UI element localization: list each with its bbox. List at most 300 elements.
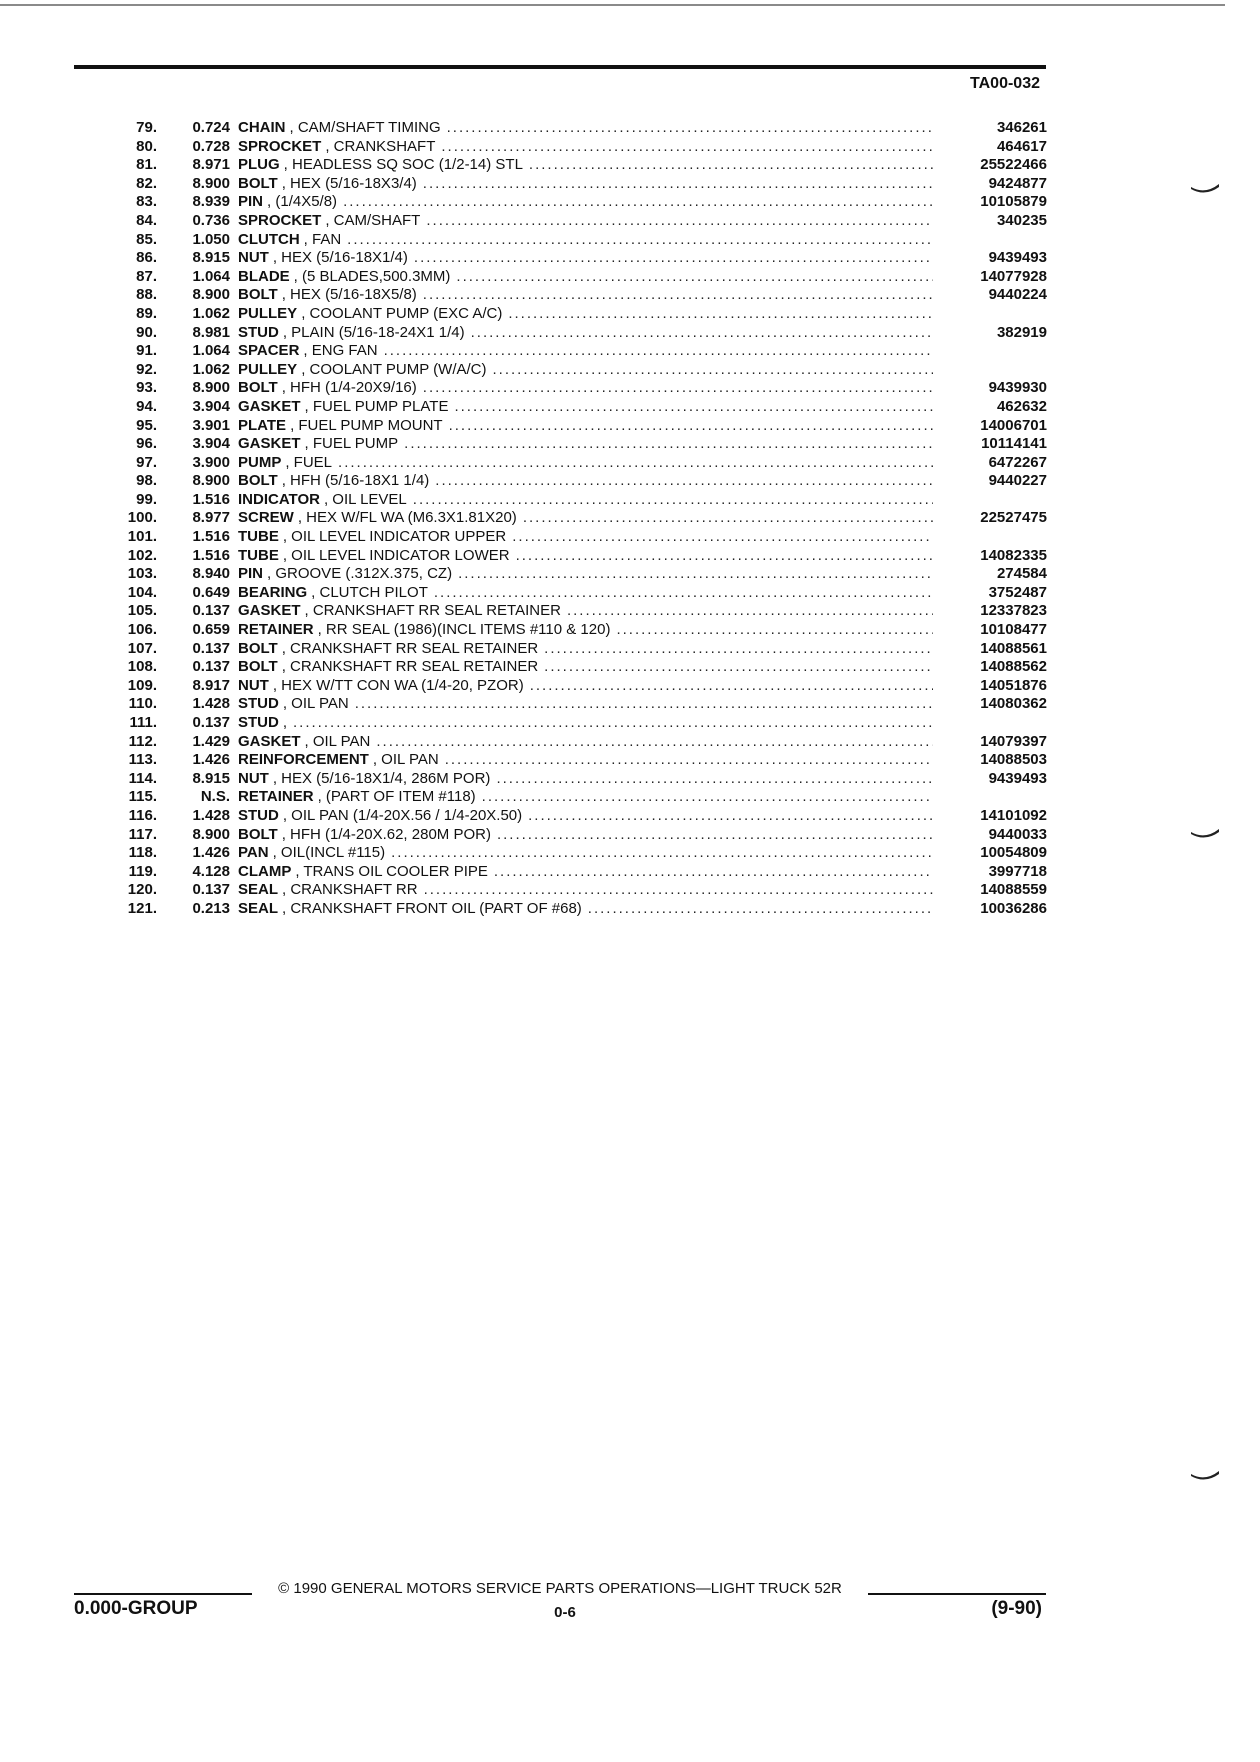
group-number: 8.977 bbox=[192, 509, 230, 527]
dot-leader bbox=[494, 863, 933, 882]
part-description bbox=[238, 826, 939, 845]
part-number: 14088559 bbox=[980, 881, 1047, 899]
group-number: N.S. bbox=[200, 788, 230, 806]
item-number: 108. bbox=[127, 658, 157, 676]
item-number: 97. bbox=[136, 453, 157, 471]
dot-leader bbox=[512, 528, 933, 547]
part-row bbox=[112, 826, 1047, 845]
dot-leader bbox=[508, 305, 933, 324]
part-spec: , HFH (1/4-20X.62, 280M POR) bbox=[281, 825, 491, 843]
part-spec: , ENG FAN bbox=[303, 342, 378, 360]
part-name: BOLT bbox=[238, 286, 278, 304]
part-name: CLUTCH bbox=[238, 230, 300, 248]
group-number: 8.915 bbox=[192, 769, 230, 787]
dot-leader bbox=[424, 881, 933, 900]
part-row bbox=[112, 138, 1047, 157]
part-spec: , HEX (5/16-18X1/4, 286M POR) bbox=[272, 769, 491, 787]
part-row bbox=[112, 770, 1047, 789]
part-description bbox=[238, 509, 939, 528]
part-number: 14101092 bbox=[980, 806, 1047, 824]
part-name: PULLEY bbox=[238, 304, 298, 322]
item-number: 91. bbox=[136, 342, 157, 360]
part-number: 14077928 bbox=[980, 267, 1047, 285]
dot-leader bbox=[567, 602, 933, 621]
part-number: 9440227 bbox=[988, 472, 1047, 490]
dot-leader bbox=[456, 268, 933, 287]
part-number: 22527475 bbox=[980, 509, 1047, 527]
part-name: CLAMP bbox=[238, 862, 292, 880]
part-description bbox=[238, 881, 939, 900]
part-row bbox=[112, 398, 1047, 417]
part-spec: , HEADLESS SQ SOC (1/2-14) STL bbox=[283, 156, 523, 174]
dot-leader bbox=[616, 621, 933, 640]
item-number: 90. bbox=[136, 323, 157, 341]
part-row bbox=[112, 658, 1047, 677]
part-name: INDICATOR bbox=[238, 490, 320, 508]
item-number: 96. bbox=[136, 435, 157, 453]
part-spec: , HFH (1/4-20X9/16) bbox=[281, 379, 417, 397]
copyright-notice: © 1990 GENERAL MOTORS SERVICE PARTS OPERATIONS—LIGHT TRUCK 52R bbox=[278, 1580, 842, 1597]
part-spec: , FUEL bbox=[285, 453, 333, 471]
item-number: 106. bbox=[127, 621, 157, 639]
part-name: BLADE bbox=[238, 267, 290, 285]
part-name: GASKET bbox=[238, 397, 301, 415]
part-description bbox=[238, 398, 939, 417]
dot-leader bbox=[447, 119, 933, 138]
group-number: 0.659 bbox=[192, 621, 230, 639]
part-description bbox=[238, 379, 939, 398]
group-number: 1.516 bbox=[192, 546, 230, 564]
dot-leader bbox=[384, 342, 933, 361]
group-number: 0.137 bbox=[192, 602, 230, 620]
item-number: 79. bbox=[136, 119, 157, 136]
dot-leader bbox=[343, 193, 933, 212]
part-spec: , CRANKSHAFT RR SEAL RETAINER bbox=[281, 639, 539, 657]
part-spec: , OIL PAN bbox=[282, 695, 349, 713]
dot-leader bbox=[529, 156, 933, 175]
part-row bbox=[112, 435, 1047, 454]
part-number: 12337823 bbox=[980, 602, 1047, 620]
part-number: 382919 bbox=[996, 323, 1047, 341]
group-number: 1.516 bbox=[192, 490, 230, 508]
part-row bbox=[112, 695, 1047, 714]
dot-leader bbox=[423, 286, 933, 305]
group-number: 4.128 bbox=[192, 862, 230, 880]
part-description bbox=[238, 361, 939, 380]
part-name: NUT bbox=[238, 676, 269, 694]
binder-tab-mark bbox=[1190, 183, 1220, 195]
part-spec: , HEX (5/16-18X1/4) bbox=[272, 249, 408, 267]
group-number: 1.428 bbox=[192, 806, 230, 824]
item-number: 81. bbox=[136, 156, 157, 174]
part-name: SPROCKET bbox=[238, 137, 322, 155]
item-number: 118. bbox=[128, 844, 157, 862]
group-number: 1.050 bbox=[192, 230, 230, 248]
part-row bbox=[112, 509, 1047, 528]
part-row bbox=[112, 156, 1047, 175]
group-number: 8.900 bbox=[192, 472, 230, 490]
item-number: 101. bbox=[127, 528, 157, 546]
part-spec: , CAM/SHAFT bbox=[325, 211, 421, 229]
item-number: 82. bbox=[136, 174, 157, 192]
dot-leader bbox=[435, 472, 933, 491]
item-number: 87. bbox=[136, 267, 157, 285]
part-number: 464617 bbox=[996, 137, 1047, 155]
dot-leader bbox=[496, 770, 933, 789]
part-row bbox=[112, 454, 1047, 473]
part-name: GASKET bbox=[238, 732, 301, 750]
part-name: TUBE bbox=[238, 528, 279, 546]
part-number: 14080362 bbox=[980, 695, 1047, 713]
part-number: 274584 bbox=[996, 565, 1047, 583]
part-spec: , PLAIN (5/16-18-24X1 1/4) bbox=[282, 323, 465, 341]
part-row bbox=[112, 249, 1047, 268]
part-spec: , (1/4X5/8) bbox=[267, 193, 338, 211]
part-description bbox=[238, 342, 939, 361]
part-spec: , FUEL PUMP MOUNT bbox=[290, 416, 443, 434]
dot-leader bbox=[426, 212, 933, 231]
part-description bbox=[238, 547, 939, 566]
footer-rule-right bbox=[868, 1593, 1046, 1595]
binder-tab-mark bbox=[1190, 1470, 1220, 1482]
group-number: 8.900 bbox=[192, 379, 230, 397]
part-spec: , TRANS OIL COOLER PIPE bbox=[295, 862, 488, 880]
part-number: 9440033 bbox=[988, 825, 1047, 843]
part-description bbox=[238, 138, 939, 157]
dot-leader bbox=[516, 547, 933, 566]
part-row bbox=[112, 602, 1047, 621]
part-spec: , OIL LEVEL bbox=[323, 490, 407, 508]
page-number: 0-6 bbox=[554, 1604, 576, 1621]
dot-leader bbox=[423, 379, 933, 398]
part-name: SPROCKET bbox=[238, 211, 322, 229]
dot-leader bbox=[454, 398, 933, 417]
item-number: 88. bbox=[136, 286, 157, 304]
part-name: BOLT bbox=[238, 658, 278, 676]
part-description bbox=[238, 584, 939, 603]
part-name: NUT bbox=[238, 249, 269, 267]
dot-leader bbox=[404, 435, 933, 454]
part-spec: , HEX W/TT CON WA (1/4-20, PZOR) bbox=[272, 676, 524, 694]
part-row bbox=[112, 119, 1047, 138]
group-number: 0.728 bbox=[192, 137, 230, 155]
group-number: 0.724 bbox=[192, 119, 230, 136]
part-name: STUD bbox=[238, 714, 279, 731]
page-top-edge bbox=[0, 4, 1225, 6]
dot-leader bbox=[449, 417, 933, 436]
dot-leader bbox=[544, 640, 933, 659]
part-number: 10105879 bbox=[980, 193, 1047, 211]
part-spec: , CAM/SHAFT TIMING bbox=[289, 119, 441, 136]
part-description bbox=[238, 863, 939, 882]
date-code: (9-90) bbox=[991, 1598, 1042, 1619]
dot-leader bbox=[414, 249, 933, 268]
dot-leader bbox=[391, 844, 933, 863]
item-number: 98. bbox=[136, 472, 157, 490]
part-description bbox=[238, 528, 939, 547]
part-number: 10108477 bbox=[980, 621, 1047, 639]
dot-leader bbox=[528, 807, 933, 826]
part-number: 25522466 bbox=[980, 156, 1047, 174]
part-name: STUD bbox=[238, 323, 279, 341]
part-description bbox=[238, 602, 939, 621]
part-name: SPACER bbox=[238, 342, 300, 360]
part-name: BEARING bbox=[238, 583, 308, 601]
part-name: PIN bbox=[238, 193, 264, 211]
part-spec: , OIL LEVEL INDICATOR LOWER bbox=[282, 546, 510, 564]
group-number: 0.213 bbox=[192, 899, 230, 917]
dot-leader bbox=[434, 584, 933, 603]
part-number: 9440224 bbox=[988, 286, 1047, 304]
group-number: 8.939 bbox=[192, 193, 230, 211]
item-number: 113. bbox=[128, 751, 157, 769]
part-description bbox=[238, 119, 939, 138]
group-number: 8.917 bbox=[192, 676, 230, 694]
part-row bbox=[112, 863, 1047, 882]
part-row bbox=[112, 807, 1047, 826]
part-name: PULLEY bbox=[238, 360, 298, 378]
part-row bbox=[112, 788, 1047, 807]
part-name: TUBE bbox=[238, 546, 279, 564]
part-spec: , HFH (5/16-18X1 1/4) bbox=[281, 472, 430, 490]
item-number: 100. bbox=[127, 509, 157, 527]
item-number: 93. bbox=[136, 379, 157, 397]
part-description bbox=[238, 472, 939, 491]
part-row bbox=[112, 751, 1047, 770]
part-number: 10114141 bbox=[981, 435, 1047, 453]
part-name: BOLT bbox=[238, 379, 278, 397]
part-spec: , COOLANT PUMP (W/A/C) bbox=[301, 360, 487, 378]
part-row bbox=[112, 881, 1047, 900]
part-description bbox=[238, 770, 939, 789]
part-description bbox=[238, 193, 939, 212]
part-description bbox=[238, 212, 939, 231]
part-name: STUD bbox=[238, 695, 279, 713]
part-description bbox=[238, 231, 939, 250]
dot-leader bbox=[588, 900, 933, 919]
part-description bbox=[238, 788, 939, 807]
part-number: 9439930 bbox=[988, 379, 1047, 397]
part-row bbox=[112, 212, 1047, 231]
part-row bbox=[112, 491, 1047, 510]
part-name: SEAL bbox=[238, 899, 279, 917]
part-number: 9424877 bbox=[988, 174, 1047, 192]
part-name: BOLT bbox=[238, 639, 278, 657]
part-spec: , CRANKSHAFT RR SEAL RETAINER bbox=[304, 602, 561, 620]
part-spec: , COOLANT PUMP (EXC A/C) bbox=[301, 304, 503, 322]
dot-leader bbox=[482, 788, 933, 807]
part-description bbox=[238, 417, 939, 436]
part-description bbox=[238, 565, 939, 584]
part-name: CHAIN bbox=[238, 119, 286, 136]
part-number: 14079397 bbox=[980, 732, 1047, 750]
part-row bbox=[112, 379, 1047, 398]
binder-tab-mark bbox=[1190, 828, 1220, 840]
parts-list bbox=[112, 119, 1047, 919]
group-number: 1.064 bbox=[192, 342, 230, 360]
dot-leader bbox=[445, 751, 933, 770]
part-number: 14088562 bbox=[980, 658, 1047, 676]
part-row bbox=[112, 324, 1047, 343]
group-number: 1.429 bbox=[192, 732, 230, 750]
part-description bbox=[238, 807, 939, 826]
group-number: 3.900 bbox=[192, 453, 230, 471]
item-number: 86. bbox=[136, 249, 157, 267]
part-row bbox=[112, 231, 1047, 250]
group-number: 0.736 bbox=[192, 211, 230, 229]
part-spec: , OIL(INCL #115) bbox=[272, 844, 386, 862]
part-name: BOLT bbox=[238, 825, 278, 843]
part-row bbox=[112, 286, 1047, 305]
part-row bbox=[112, 528, 1047, 547]
group-number: 0.649 bbox=[192, 583, 230, 601]
group-number: 8.900 bbox=[192, 286, 230, 304]
part-description bbox=[238, 156, 939, 175]
header-rule bbox=[74, 65, 1046, 69]
part-description bbox=[238, 305, 939, 324]
group-number: 1.064 bbox=[192, 267, 230, 285]
item-number: 117. bbox=[128, 825, 157, 843]
part-spec: , RR SEAL (1986)(INCL ITEMS #110 & 120) bbox=[317, 621, 611, 639]
group-number: 8.971 bbox=[192, 156, 230, 174]
group-number: 8.900 bbox=[192, 825, 230, 843]
dot-leader bbox=[423, 175, 933, 194]
dot-leader bbox=[338, 454, 933, 473]
part-description bbox=[238, 751, 939, 770]
part-number: 14088561 bbox=[980, 639, 1047, 657]
item-number: 84. bbox=[136, 211, 157, 229]
part-spec: , HEX W/FL WA (M6.3X1.81X20) bbox=[297, 509, 517, 527]
item-number: 94. bbox=[136, 397, 157, 415]
part-name: GASKET bbox=[238, 435, 301, 453]
part-row bbox=[112, 305, 1047, 324]
group-number: 1.516 bbox=[192, 528, 230, 546]
part-spec: , OIL LEVEL INDICATOR UPPER bbox=[282, 528, 507, 546]
item-number: 109. bbox=[127, 676, 157, 694]
part-spec: , CRANKSHAFT RR bbox=[282, 881, 418, 899]
part-number: 14006701 bbox=[980, 416, 1047, 434]
part-name: REINFORCEMENT bbox=[238, 751, 369, 769]
group-number: 3.901 bbox=[192, 416, 230, 434]
item-number: 114. bbox=[128, 769, 157, 787]
part-name: BOLT bbox=[238, 174, 278, 192]
part-number: 6472267 bbox=[988, 453, 1047, 471]
group-number: 0.137 bbox=[192, 639, 230, 657]
part-row bbox=[112, 565, 1047, 584]
part-name: RETAINER bbox=[238, 788, 314, 806]
item-number: 102. bbox=[127, 546, 157, 564]
item-number: 121. bbox=[127, 899, 157, 917]
part-spec: , (PART OF ITEM #118) bbox=[317, 788, 476, 806]
part-description bbox=[238, 658, 939, 677]
part-spec: , FAN bbox=[303, 230, 342, 248]
part-row bbox=[112, 621, 1047, 640]
part-number: 3997718 bbox=[988, 862, 1047, 880]
item-number: 104. bbox=[127, 583, 157, 601]
part-description bbox=[238, 249, 939, 268]
dot-leader bbox=[413, 491, 933, 510]
part-number: 14088503 bbox=[980, 751, 1047, 769]
group-number: 1.062 bbox=[192, 360, 230, 378]
part-name: PLUG bbox=[238, 156, 280, 174]
part-number: 3752487 bbox=[988, 583, 1047, 601]
part-number: 9439493 bbox=[988, 769, 1047, 787]
part-row bbox=[112, 547, 1047, 566]
part-number: 462632 bbox=[996, 397, 1047, 415]
group-number: 1.426 bbox=[192, 844, 230, 862]
dot-leader bbox=[355, 695, 933, 714]
part-description bbox=[238, 677, 939, 696]
part-spec: , FUEL PUMP bbox=[304, 435, 399, 453]
part-row bbox=[112, 733, 1047, 752]
group-number: 0.137 bbox=[192, 714, 230, 731]
part-description bbox=[238, 268, 939, 287]
item-number: 111. bbox=[129, 714, 157, 731]
dot-leader bbox=[471, 324, 933, 343]
group-number: 1.428 bbox=[192, 695, 230, 713]
part-number: 10036286 bbox=[980, 899, 1047, 917]
group-number: 3.904 bbox=[192, 397, 230, 415]
part-description bbox=[238, 695, 939, 714]
dot-leader bbox=[492, 361, 933, 380]
item-number: 105. bbox=[127, 602, 157, 620]
group-number: 8.981 bbox=[192, 323, 230, 341]
part-row bbox=[112, 268, 1047, 287]
part-spec: , OIL PAN (1/4-20X.56 / 1/4-20X.50) bbox=[282, 806, 523, 824]
part-number: 14082335 bbox=[980, 546, 1047, 564]
part-row bbox=[112, 640, 1047, 659]
group-number: 0.137 bbox=[192, 658, 230, 676]
part-name: STUD bbox=[238, 806, 279, 824]
group-number: 0.137 bbox=[192, 881, 230, 899]
part-spec: , HEX (5/16-18X5/8) bbox=[281, 286, 417, 304]
part-name: PAN bbox=[238, 844, 269, 862]
item-number: 85. bbox=[136, 230, 157, 248]
part-spec: , bbox=[282, 714, 288, 731]
part-spec: , CRANKSHAFT FRONT OIL (PART OF #68) bbox=[282, 899, 582, 917]
item-number: 110. bbox=[128, 695, 157, 713]
part-row bbox=[112, 417, 1047, 436]
part-name: NUT bbox=[238, 769, 269, 787]
part-description bbox=[238, 491, 939, 510]
item-number: 83. bbox=[136, 193, 157, 211]
dot-leader bbox=[544, 658, 933, 677]
group-number: 1.426 bbox=[192, 751, 230, 769]
part-description bbox=[238, 454, 939, 473]
part-description bbox=[238, 435, 939, 454]
group-number: 8.915 bbox=[192, 249, 230, 267]
dot-leader bbox=[376, 733, 933, 752]
item-number: 116. bbox=[128, 806, 157, 824]
part-spec: , FUEL PUMP PLATE bbox=[304, 397, 449, 415]
part-name: SEAL bbox=[238, 881, 279, 899]
part-name: PIN bbox=[238, 565, 264, 583]
part-spec: , (5 BLADES,500.3MM) bbox=[293, 267, 451, 285]
item-number: 119. bbox=[128, 862, 157, 880]
part-description bbox=[238, 844, 939, 863]
group-number: 1.062 bbox=[192, 304, 230, 322]
part-row bbox=[112, 472, 1047, 491]
part-row bbox=[112, 584, 1047, 603]
item-number: 89. bbox=[136, 304, 157, 322]
part-spec: , CRANKSHAFT RR SEAL RETAINER bbox=[281, 658, 539, 676]
part-row bbox=[112, 844, 1047, 863]
part-spec: , CRANKSHAFT bbox=[325, 137, 436, 155]
part-row bbox=[112, 677, 1047, 696]
part-number: 10054809 bbox=[980, 844, 1047, 862]
part-description bbox=[238, 733, 939, 752]
part-description bbox=[238, 640, 939, 659]
